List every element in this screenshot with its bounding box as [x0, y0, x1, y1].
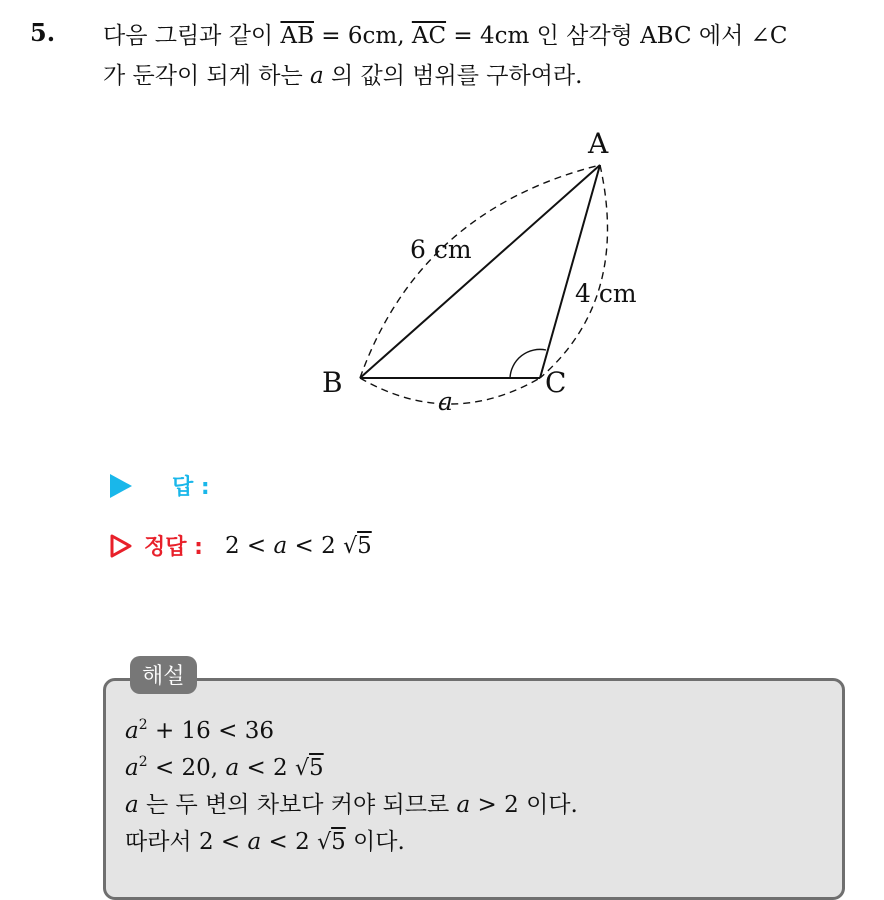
variable-a: a [225, 755, 240, 781]
correct-answer-label: 정답 : [144, 535, 203, 560]
solution-text-part: > 2 이다. [470, 792, 578, 818]
radical-sign: √ [295, 756, 310, 781]
solution-text-part: 는 두 변의 차보다 커야 되므로 [138, 792, 457, 818]
solution-text-part: 이다. [345, 829, 405, 855]
question-number: 5. [30, 18, 56, 47]
segment-ac: $\overline{AC}$ [411, 23, 447, 49]
radical-sign: √ [343, 533, 358, 559]
correct-answer-row [110, 530, 372, 561]
exponent: 2 [138, 754, 148, 770]
correct-answer-value [225, 533, 372, 559]
solution-line-4 [125, 824, 578, 861]
variable-a: a [125, 755, 139, 781]
question-line-2 [103, 56, 873, 96]
vertex-label-b: B [322, 366, 343, 399]
side-ac [540, 165, 600, 378]
sqrt-five [343, 533, 372, 559]
question-text-part: 다음 그림과 같이 [103, 23, 281, 49]
triangle-figure [300, 120, 660, 430]
side-label-ac: 4 cm [575, 279, 637, 308]
answer-blank-label: 답 : [172, 475, 210, 500]
vertex-label-a: A [588, 127, 609, 160]
side-ab [360, 165, 600, 378]
variable-a: a [310, 63, 324, 89]
solution-text-part: + 16 < 36 [147, 718, 274, 744]
question-text [103, 16, 873, 96]
question-text-part: = 4cm 인 삼각형 ABC 에서 ∠C [446, 23, 788, 49]
solution-tab: 해설 [130, 656, 197, 694]
solution-text-part: 따라서 2 < [125, 829, 248, 855]
sqrt-five [295, 755, 324, 781]
answer-value-part: < 2 [287, 532, 344, 559]
solution-line-1 [125, 713, 578, 750]
solution-text-part: < 2 [261, 829, 318, 855]
question-text-part: = 6cm, [313, 23, 412, 49]
question-line-1 [103, 16, 873, 56]
arc-ac [540, 165, 608, 378]
solution-line-2 [125, 750, 578, 787]
radicand: 5 [309, 755, 324, 781]
side-label-bc: a [438, 387, 453, 416]
play-outline-icon [110, 534, 132, 558]
variable-a: a [456, 792, 471, 818]
variable-a: a [125, 792, 139, 818]
question-text-part: 의 값의 범위를 구하여라. [323, 63, 583, 89]
segment-ab: $\overline{AB}$ [280, 23, 314, 49]
solution-line-3 [125, 787, 578, 824]
vertex-label-c: C [545, 366, 567, 399]
solution-text-part: < 20, [147, 755, 226, 781]
solution-content [125, 713, 578, 861]
play-icon [110, 474, 132, 498]
answer-value-part: 2 < [224, 532, 274, 559]
variable-a: a [273, 532, 288, 559]
answer-blank-row [110, 470, 210, 501]
variable-a: a [247, 829, 262, 855]
question-text-part: 가 둔각이 되게 하는 [103, 63, 310, 89]
variable-a: a [125, 718, 139, 744]
radicand: 5 [357, 532, 372, 559]
radical-sign: √ [317, 830, 332, 855]
sqrt-five [317, 829, 346, 855]
side-label-ab: 6 cm [410, 235, 472, 264]
radicand: 5 [331, 829, 346, 855]
solution-text-part: < 2 [239, 755, 295, 781]
exponent: 2 [138, 717, 148, 733]
